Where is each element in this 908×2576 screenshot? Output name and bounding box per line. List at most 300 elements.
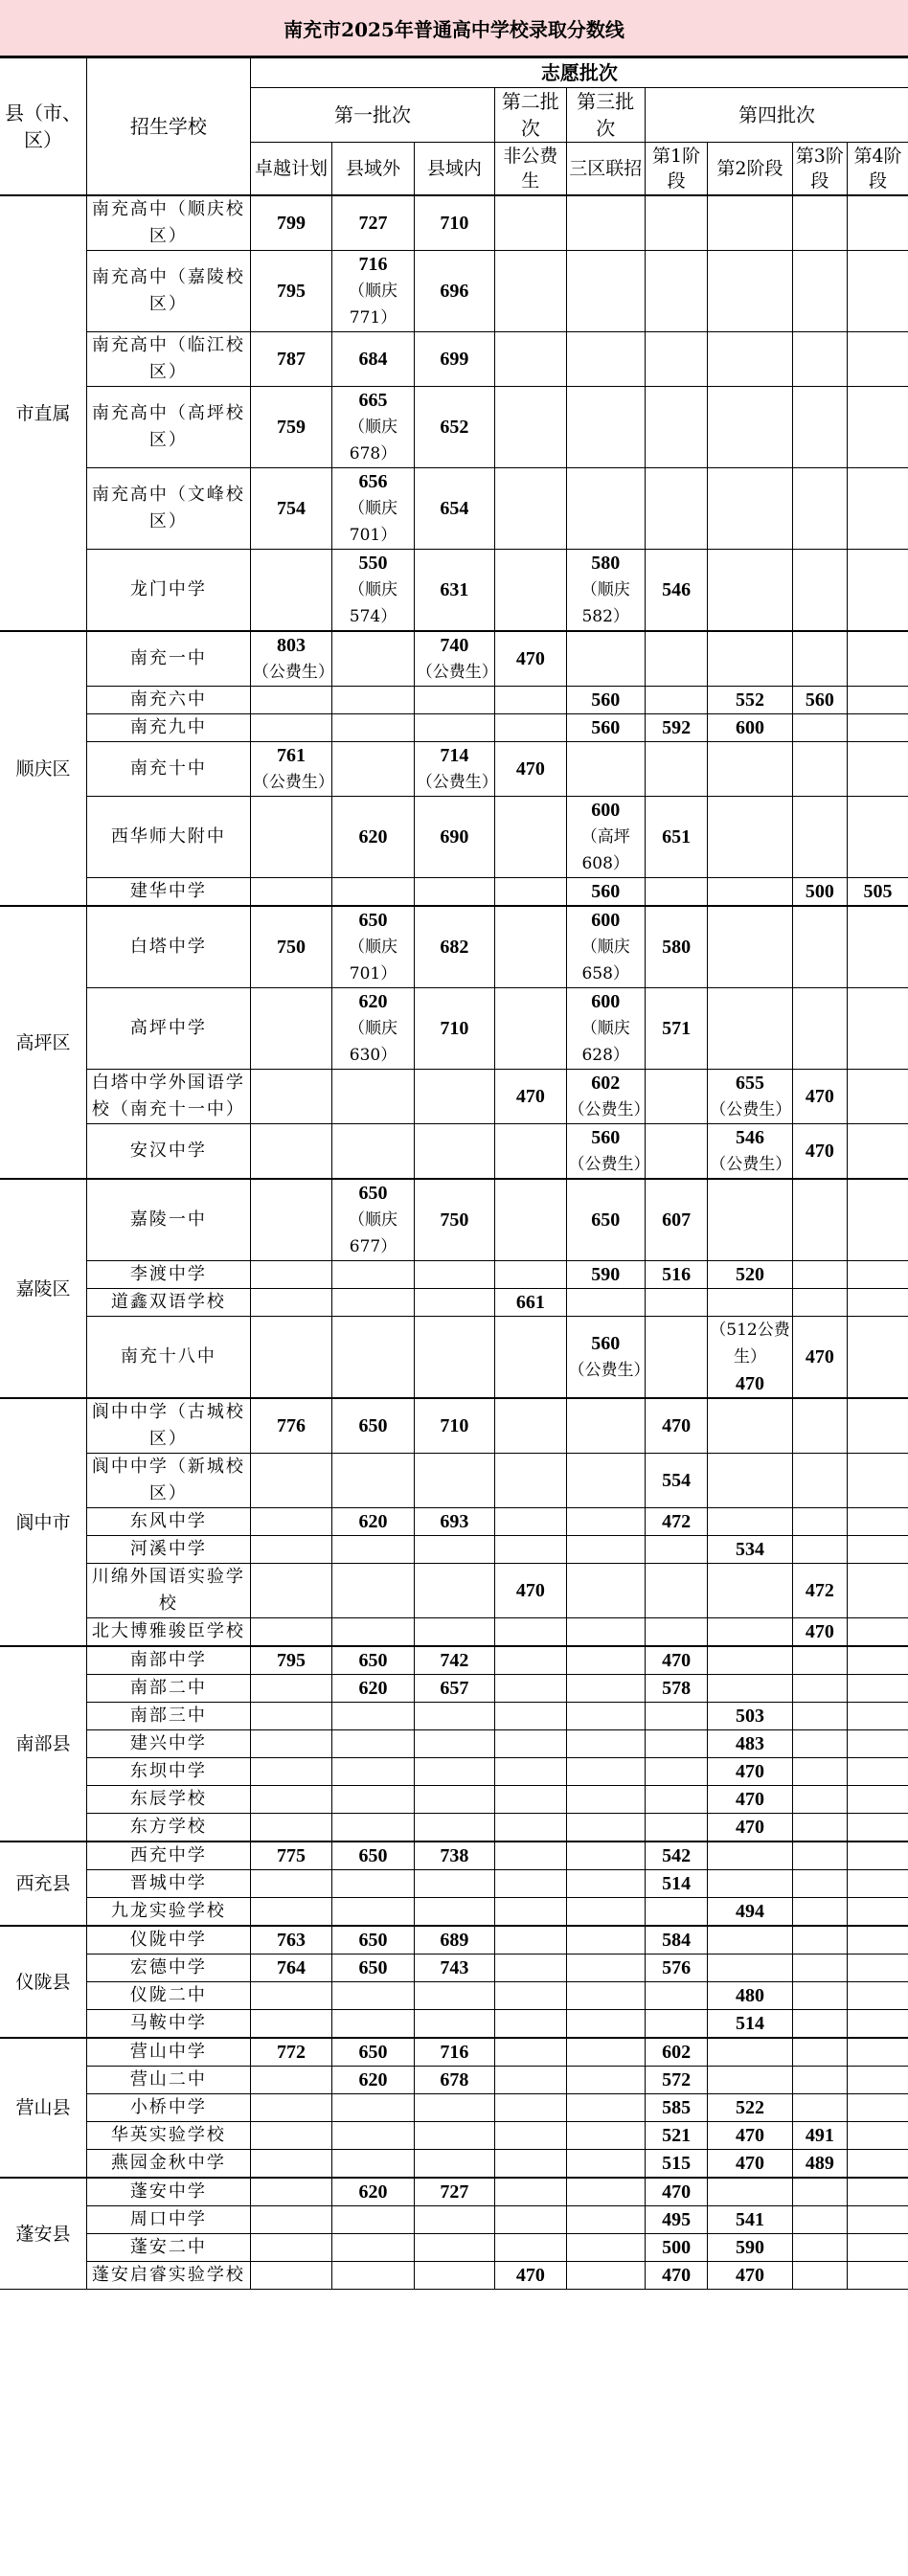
school-name-cell: 白塔中学外国语学校（南充十一中）: [86, 1070, 250, 1124]
score-cell: [414, 1124, 494, 1180]
school-name-cell: 小桥中学: [86, 2094, 250, 2122]
score-cell: 560: [566, 878, 645, 907]
score-cell: [847, 2010, 908, 2039]
score-cell: [847, 2234, 908, 2262]
score-cell: [708, 1454, 792, 1508]
school-name-cell: 南部二中: [86, 1675, 250, 1703]
score-cell: [414, 1289, 494, 1317]
school-name-cell: 宏德中学: [86, 1955, 250, 1982]
score-cell: [414, 1618, 494, 1647]
score-cell: [792, 1758, 847, 1786]
score-cell: [792, 468, 847, 550]
table-body: [0, 195, 908, 2290]
score-cell: [792, 2038, 847, 2067]
score-cell: [495, 2234, 566, 2262]
score-cell: [332, 2262, 414, 2290]
score-cell: [847, 1179, 908, 1261]
score-cell: [250, 1536, 331, 1564]
table-row: [0, 1842, 908, 1870]
score-cell: [250, 631, 334, 687]
header-stage3: 第3阶段: [792, 143, 847, 196]
score-cell: [250, 1179, 331, 1261]
score-cell: [708, 251, 792, 332]
score-cell: [645, 468, 707, 550]
score-cell: [708, 1675, 792, 1703]
score-cell: [495, 1814, 566, 1842]
score-cell: 470: [792, 1070, 847, 1124]
score-cell: 650: [566, 1179, 645, 1261]
score-cell: 654: [414, 468, 494, 550]
score-cell: [566, 1646, 645, 1675]
score-cell: [645, 195, 707, 251]
score-cell: 505: [847, 878, 908, 907]
score-cell: [495, 906, 566, 988]
score-cell: [566, 468, 645, 550]
score-cell: [847, 1926, 908, 1955]
score-cell: 514: [645, 1870, 707, 1898]
score-cell: 483: [708, 1730, 792, 1758]
score-cell: 470: [792, 1124, 847, 1180]
score-cell: [708, 1124, 792, 1180]
score-cell: [566, 2262, 645, 2290]
school-name-cell: 蓬安中学: [86, 2178, 250, 2206]
score-cell: 470: [495, 742, 566, 797]
score-cell: [708, 988, 792, 1070]
score-cell: [414, 1982, 494, 2010]
score-cell: 696: [414, 251, 494, 332]
score-cell: [847, 797, 908, 878]
score-cell: [566, 1814, 645, 1842]
header-stage4: 第4阶段: [847, 143, 908, 196]
score-cell: [792, 2262, 847, 2290]
score-cell: [566, 1454, 645, 1508]
page-title: [0, 0, 908, 57]
table-row: [0, 1398, 908, 1454]
score-cell: [414, 742, 498, 797]
score-cell: [566, 195, 645, 251]
score-cell: 787: [250, 332, 331, 387]
score-cell: [645, 742, 707, 797]
score-cell: [414, 1703, 494, 1730]
score-cell: [645, 687, 707, 714]
score-cell: [495, 1124, 566, 1180]
score-cell: [708, 1289, 792, 1317]
score-cell: [847, 2067, 908, 2094]
score-note: （顺庆630）: [348, 1019, 397, 1065]
score-cell: 727: [332, 195, 414, 251]
table-row: [0, 387, 908, 468]
score-cell: [645, 631, 707, 687]
school-name-cell: 南部中学: [86, 1646, 250, 1675]
score-cell: [332, 1814, 414, 1842]
score-cell: 489: [792, 2150, 847, 2179]
score-cell: [495, 1786, 566, 1814]
county-cell: 南部县: [0, 1646, 86, 1842]
score-cell: [708, 1926, 792, 1955]
score-cell: [495, 878, 566, 907]
score-cell: 470: [708, 1786, 792, 1814]
header-inside: 县域内: [414, 143, 494, 196]
header-nonpublic: 非公费生: [495, 143, 566, 196]
score-cell: 491: [792, 2122, 847, 2150]
score-cell: 541: [708, 2206, 792, 2234]
score-cell: [792, 714, 847, 742]
score-cell: [332, 550, 414, 632]
header-excellence: 卓越计划: [250, 143, 331, 196]
score-cell: [414, 687, 494, 714]
score-cell: 795: [250, 251, 331, 332]
score-cell: 480: [708, 1982, 792, 2010]
score-cell: [250, 2178, 331, 2206]
score-cell: 650: [332, 1842, 414, 1870]
score-cell: [792, 1786, 847, 1814]
county-cell: 阆中市: [0, 1398, 86, 1646]
score-cell: [792, 1536, 847, 1564]
score-cell: [645, 1898, 707, 1927]
score-value: 740: [440, 635, 469, 656]
score-cell: [847, 1814, 908, 1842]
score-cell: [414, 1814, 494, 1842]
score-cell: [414, 1536, 494, 1564]
score-cell: [495, 1536, 566, 1564]
school-name-cell: 南充高中（临江校区）: [86, 332, 250, 387]
score-cell: [566, 906, 645, 988]
score-cell: [250, 1982, 331, 2010]
score-cell: 684: [332, 332, 414, 387]
school-name-cell: 燕园金秋中学: [86, 2150, 250, 2179]
school-name-cell: 高坪中学: [86, 988, 250, 1070]
score-cell: [414, 2150, 494, 2179]
score-cell: [792, 2206, 847, 2234]
score-cell: [495, 1675, 566, 1703]
score-cell: [645, 2010, 707, 2039]
score-value: 600: [591, 910, 621, 931]
school-name-cell: 川绵外国语实验学校: [86, 1564, 250, 1618]
score-cell: [792, 1703, 847, 1730]
score-cell: [847, 714, 908, 742]
score-value: 803: [277, 635, 306, 656]
score-cell: [250, 1730, 331, 1758]
score-cell: [250, 1898, 331, 1927]
table-row: [0, 878, 908, 907]
school-name-cell: 东风中学: [86, 1508, 250, 1536]
score-cell: [414, 2010, 494, 2039]
school-name-cell: 营山中学: [86, 2038, 250, 2067]
score-cell: [250, 1261, 331, 1289]
score-cell: [566, 1070, 650, 1124]
score-cell: [847, 1261, 908, 1289]
score-cell: [495, 2010, 566, 2039]
score-cell: [847, 631, 908, 687]
score-cell: [566, 1124, 650, 1180]
score-cell: [250, 1070, 331, 1124]
score-value: 716: [358, 254, 388, 275]
score-cell: [566, 1703, 645, 1730]
score-cell: 764: [250, 1955, 331, 1982]
score-cell: 554: [645, 1454, 707, 1508]
score-cell: 571: [645, 988, 707, 1070]
score-cell: [250, 1454, 331, 1508]
score-cell: [332, 1758, 414, 1786]
score-cell: [708, 742, 792, 797]
admission-score-table: [0, 57, 908, 2290]
score-cell: [847, 1508, 908, 1536]
score-cell: [792, 1842, 847, 1870]
score-cell: [332, 387, 414, 468]
table-row: [0, 1730, 908, 1758]
score-value: 560: [591, 1333, 621, 1354]
score-cell: [847, 251, 908, 332]
score-cell: 522: [708, 2094, 792, 2122]
score-value: 650: [358, 1183, 388, 1204]
score-cell: [566, 251, 645, 332]
score-cell: [792, 1982, 847, 2010]
score-cell: [250, 2122, 331, 2150]
score-note: （顺庆582）: [580, 580, 630, 626]
score-cell: [708, 1870, 792, 1898]
score-cell: [250, 1124, 331, 1180]
score-cell: [792, 251, 847, 332]
score-cell: 470: [708, 1814, 792, 1842]
score-cell: 576: [645, 1955, 707, 1982]
score-cell: 661: [495, 1289, 566, 1317]
score-cell: 600: [708, 714, 792, 742]
score-cell: [708, 906, 792, 988]
school-name-cell: 营山二中: [86, 2067, 250, 2094]
table-row: [0, 631, 908, 687]
score-cell: [792, 742, 847, 797]
score-cell: [645, 1124, 707, 1180]
score-cell: [847, 332, 908, 387]
school-name-cell: 道鑫双语学校: [86, 1289, 250, 1317]
table-row: [0, 2038, 908, 2067]
score-cell: [792, 1398, 847, 1454]
table-row: [0, 468, 908, 550]
score-cell: [708, 2067, 792, 2094]
school-name-cell: 龙门中学: [86, 550, 250, 632]
score-cell: [250, 2010, 331, 2039]
school-name-cell: 仪陇中学: [86, 1926, 250, 1955]
score-cell: 620: [332, 2067, 414, 2094]
score-cell: [566, 550, 645, 632]
score-cell: [847, 1070, 908, 1124]
score-cell: 470: [708, 1758, 792, 1786]
school-name-cell: 南部三中: [86, 1703, 250, 1730]
score-cell: [847, 1536, 908, 1564]
score-cell: [566, 1870, 645, 1898]
score-cell: [792, 2010, 847, 2039]
score-cell: [495, 1179, 566, 1261]
score-cell: 500: [792, 878, 847, 907]
score-cell: [495, 2067, 566, 2094]
score-cell: 470: [495, 1564, 566, 1618]
score-cell: [332, 1261, 414, 1289]
score-cell: [332, 714, 414, 742]
score-cell: [847, 1398, 908, 1454]
score-cell: [792, 1646, 847, 1675]
school-name-cell: 李渡中学: [86, 1261, 250, 1289]
score-cell: 470: [495, 1070, 566, 1124]
score-cell: [792, 1814, 847, 1842]
table-row: [0, 332, 908, 387]
school-name-cell: 南充高中（嘉陵校区）: [86, 251, 250, 332]
score-cell: 763: [250, 1926, 331, 1955]
header-three-district: 三区联招: [566, 143, 645, 196]
score-cell: [645, 1758, 707, 1786]
score-cell: [566, 1926, 645, 1955]
score-cell: [332, 1870, 414, 1898]
score-cell: [250, 1508, 331, 1536]
score-cell: [847, 1758, 908, 1786]
score-cell: [645, 1564, 707, 1618]
score-cell: [847, 1124, 908, 1180]
score-cell: 620: [332, 1675, 414, 1703]
score-note: （公费生）: [710, 1155, 792, 1174]
score-cell: [332, 2094, 414, 2122]
score-cell: [250, 687, 331, 714]
school-name-cell: 东辰学校: [86, 1786, 250, 1814]
table-row: [0, 797, 908, 878]
score-cell: [792, 797, 847, 878]
score-cell: [847, 1675, 908, 1703]
score-cell: [495, 988, 566, 1070]
score-cell: [250, 1289, 331, 1317]
score-cell: [250, 714, 331, 742]
score-value: 600: [591, 800, 621, 821]
score-cell: [645, 387, 707, 468]
school-name-cell: 嘉陵一中: [86, 1179, 250, 1261]
score-cell: [847, 387, 908, 468]
score-cell: [332, 2150, 414, 2179]
score-cell: [414, 2262, 494, 2290]
score-cell: [708, 1398, 792, 1454]
score-cell: [792, 1508, 847, 1536]
table-row: [0, 988, 908, 1070]
score-cell: [414, 2094, 494, 2122]
score-cell: [250, 1814, 331, 1842]
score-cell: 710: [414, 1398, 494, 1454]
score-cell: [792, 2178, 847, 2206]
score-cell: [566, 332, 645, 387]
school-name-cell: 南充一中: [86, 631, 250, 687]
score-cell: [708, 1955, 792, 1982]
score-cell: 470: [645, 1646, 707, 1675]
score-cell: 693: [414, 1508, 494, 1536]
score-cell: [566, 1508, 645, 1536]
score-cell: [847, 1955, 908, 1982]
score-note: （公费生）: [568, 1155, 650, 1174]
score-cell: [414, 1898, 494, 1927]
table-row: [0, 1703, 908, 1730]
score-cell: 759: [250, 387, 331, 468]
score-cell: [495, 1955, 566, 1982]
score-cell: 552: [708, 687, 792, 714]
school-name-cell: 东方学校: [86, 1814, 250, 1842]
score-value: 580: [591, 553, 621, 574]
score-note: （顺庆658）: [580, 938, 630, 983]
school-name-cell: 晋城中学: [86, 1870, 250, 1898]
school-name-cell: 河溪中学: [86, 1536, 250, 1564]
table-row: [0, 742, 908, 797]
score-cell: [332, 2010, 414, 2039]
school-name-cell: 阆中中学（新城校区）: [86, 1454, 250, 1508]
score-cell: 682: [414, 906, 494, 988]
table-row: [0, 1508, 908, 1536]
score-cell: 534: [708, 1536, 792, 1564]
score-cell: [645, 1317, 707, 1399]
table-row: [0, 1317, 908, 1399]
score-cell: [847, 468, 908, 550]
score-cell: 495: [645, 2206, 707, 2234]
score-cell: [566, 2234, 645, 2262]
score-cell: [566, 2010, 645, 2039]
score-cell: 520: [708, 1261, 792, 1289]
score-cell: 542: [645, 1842, 707, 1870]
school-name-cell: 西华师大附中: [86, 797, 250, 878]
score-cell: [566, 1536, 645, 1564]
score-cell: [792, 1289, 847, 1317]
school-name-cell: 南充六中: [86, 687, 250, 714]
score-cell: 560: [566, 714, 645, 742]
school-name-cell: 西充中学: [86, 1842, 250, 1870]
score-note: （512公费生）: [710, 1321, 790, 1367]
score-cell: [332, 1317, 414, 1399]
score-value: 761: [277, 745, 306, 766]
score-cell: [566, 1982, 645, 2010]
table-row: [0, 2150, 908, 2179]
score-note: （顺庆771）: [348, 282, 397, 328]
table-row: [0, 1646, 908, 1675]
score-cell: [414, 714, 494, 742]
score-note: （顺庆574）: [348, 580, 397, 626]
score-cell: [495, 468, 566, 550]
score-cell: [414, 1786, 494, 1814]
score-cell: [332, 2122, 414, 2150]
score-cell: [495, 1454, 566, 1508]
score-cell: 657: [414, 1675, 494, 1703]
score-cell: [645, 1618, 707, 1647]
score-note: （公费生）: [252, 663, 334, 682]
score-cell: [566, 1564, 645, 1618]
score-cell: [414, 1564, 494, 1618]
score-cell: 560: [792, 687, 847, 714]
score-cell: [332, 2206, 414, 2234]
score-cell: [495, 2038, 566, 2067]
school-name-cell: 马鞍中学: [86, 2010, 250, 2039]
score-cell: [332, 1070, 414, 1124]
score-cell: 472: [645, 1508, 707, 1536]
score-cell: [792, 1870, 847, 1898]
score-cell: [566, 2067, 645, 2094]
score-cell: [250, 2067, 331, 2094]
score-cell: [250, 1870, 331, 1898]
score-cell: 580: [645, 906, 707, 988]
county-cell: 高坪区: [0, 906, 86, 1179]
score-cell: [495, 1703, 566, 1730]
score-cell: 470: [645, 2262, 707, 2290]
county-cell: 西充县: [0, 1842, 86, 1926]
score-cell: [847, 1870, 908, 1898]
table-row: [0, 2178, 908, 2206]
score-cell: [495, 1261, 566, 1289]
county-cell: 仪陇县: [0, 1926, 86, 2038]
score-cell: [495, 1842, 566, 1870]
score-note: （顺庆678）: [348, 418, 397, 463]
score-note: （高坪608）: [580, 827, 630, 873]
score-cell: [250, 1758, 331, 1786]
score-cell: [414, 2122, 494, 2150]
score-cell: [250, 1564, 331, 1618]
